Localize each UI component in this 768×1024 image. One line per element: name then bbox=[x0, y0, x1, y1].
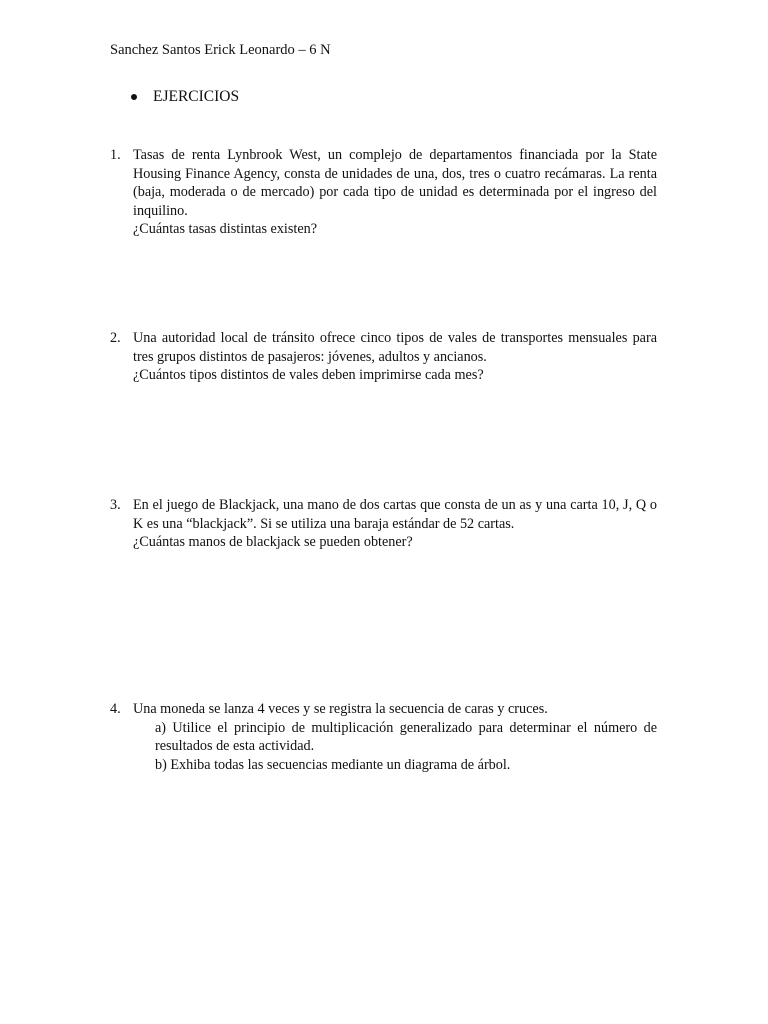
exercise-statement: Una autoridad local de tránsito ofrece cinco tipos de vales de transportes mensuales para tres grupos distintos de pasajeros: jóvenes, adultos y ancianos. bbox=[133, 330, 657, 365]
exercise-number: 2. bbox=[110, 330, 121, 346]
exercise-2 bbox=[110, 329, 657, 385]
exercise-subitem-b: b) Exhiba todas las secuencias mediante un diagrama de árbol. bbox=[155, 756, 511, 773]
exercise-1 bbox=[110, 146, 657, 239]
exercise-body bbox=[133, 146, 657, 239]
exercise-3 bbox=[110, 496, 657, 552]
exercise-statement: Una moneda se lanza 4 veces y se registra la secuencia de caras y cruces. bbox=[133, 701, 548, 717]
exercise-question: ¿Cuántas tasas distintas existen? bbox=[133, 221, 318, 238]
exercise-number: 4. bbox=[110, 701, 121, 717]
exercise-question: ¿Cuántas manos de blackjack se pueden obtener? bbox=[133, 534, 413, 551]
exercise-question: ¿Cuántos tipos distintos de vales deben imprimirse cada mes? bbox=[133, 367, 484, 384]
exercise-4 bbox=[110, 700, 657, 774]
exercise-body bbox=[133, 496, 657, 552]
exercise-subitem-a: a) Utilice el principio de multiplicación generalizado para determinar el número de resultados de esta actividad. bbox=[155, 719, 657, 755]
exercise-body bbox=[133, 329, 657, 385]
exercise-number: 3. bbox=[110, 497, 121, 513]
exercise-body bbox=[133, 700, 657, 774]
author-header: Sanchez Santos Erick Leonardo – 6 N bbox=[110, 42, 331, 58]
bullet-icon bbox=[131, 94, 137, 100]
section-heading-text: EJERCICIOS bbox=[153, 88, 240, 105]
exercise-statement: En el juego de Blackjack, una mano de dos cartas que consta de un as y una carta 10, J, Q o K es una “blackjack”. Si se utiliza una baraja estándar de 52 cartas. bbox=[133, 497, 657, 532]
exercise-number: 1. bbox=[110, 147, 121, 163]
exercise-statement: Tasas de renta Lynbrook West, un complejo de departamentos financiada por la State Housing Finance Agency, consta de unidades de una, dos, tres o cuatro recámaras. La renta (baja, moderada o de mercado) por cada tipo de unidad es determinada por el ingreso del inquilino. bbox=[133, 147, 657, 219]
section-heading bbox=[131, 88, 239, 106]
exercise-subitems bbox=[155, 719, 657, 775]
